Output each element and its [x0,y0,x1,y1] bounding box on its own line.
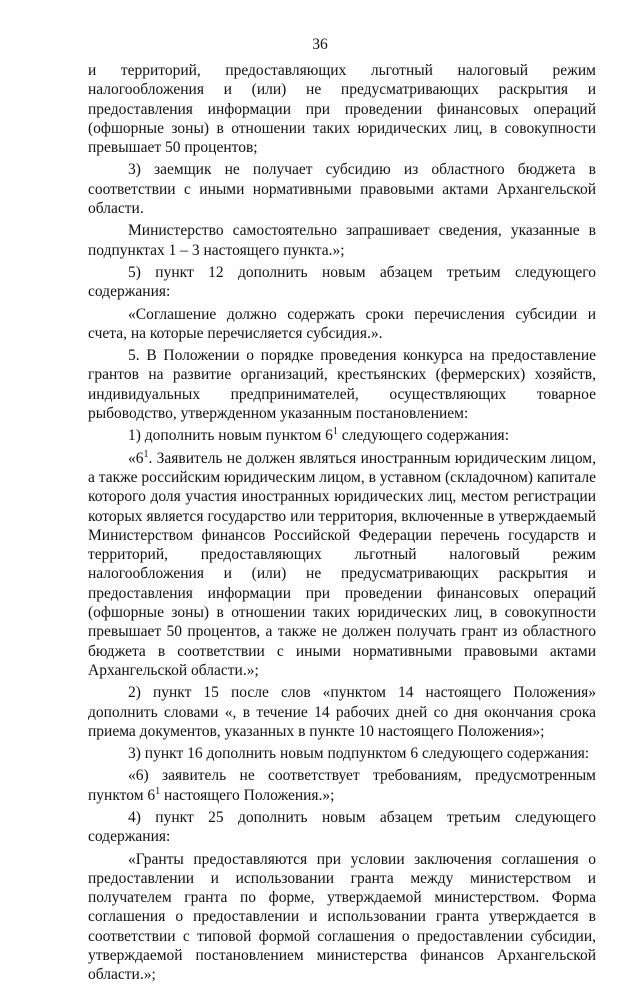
text-segment: следующего содержания: [337,427,509,445]
paragraph: 3) пункт 16 дополнить новым подпунктом 6 следующего содержания: [128,745,590,763]
text-segment: настоящего Положения.»; [160,786,335,804]
text-segment: «6) заявитель не соответствует требованиям, предусмотренным пунктом 6 [88,767,596,804]
page-number: 36 [312,36,328,53]
paragraph: 5) пункт 12 дополнить новым абзацем третьим следующего содержания: [88,263,596,301]
paragraph [88,449,596,681]
superscript: 1 [332,426,338,438]
paragraph: 3) заемщик не получает субсидию из областного бюджета в соответствии с иными нормативными правовыми актами Архангельской области. [88,161,596,218]
paragraph [88,426,596,445]
paragraph: 4) пункт 25 дополнить новым абзацем третьим следующего содержания: [88,808,596,846]
superscript: 1 [143,448,149,460]
paragraph: «Соглашение должно содержать сроки перечисления субсидии и счета, на которые перечисляется субсидия.». [88,305,596,342]
document-body [88,61,596,988]
paragraph: Министерство самостоятельно запрашивает сведения, указанные в подпунктах 1 – 3 настоящего пункта.»; [88,222,596,259]
paragraph [88,766,596,805]
text-segment: «6 [128,449,144,467]
paragraph: и территорий, предоставляющих льготный налоговый режим налогообложения и (или) не предусматривающих раскрытия и предоставления информации при проведении финансовых операций (офшорные зоны) в отношении таких юридических лиц, в совокупности превышает 50 процентов; [88,62,596,157]
text-segment: 1) дополнить новым пунктом 6 [128,427,333,445]
paragraph: 5. В Положении о порядке проведения конкурса на предоставление грантов на развитие организаций, крестьянских (фермерских) хозяйств, индивидуальных предпринимателей, осуществляющих товарное рыбоводство, утвержденном указанным постановлением: [88,347,596,423]
text-segment: . Заявитель не должен являться иностранным юридическим лицом, а также российским юридическим лицом, в уставном (складочном) капитале которого доля участия иностранных юридических лиц, местом регистрации которых является государство или территория, включенные в утверждаемый Министерством финансов Российской Федерации перечень государств и территорий, предоставляющих льготный налоговый режим налогообложения и (или) не предусматривающих раскрытия и предоставления информации при проведении финансовых операций (офшорные зоны) в отношении таких юридических лиц, в совокупности превышает 50 процентов, а также не должен получать грант из областного бюджета в соответствии с иными нормативными правовыми актами Архангельской области.»; [88,449,596,679]
paragraph: 2) пункт 15 после слов «пунктом 14 настоящего Положения» дополнить словами «, в течение 14 рабочих дней со дня окончания срока приема документов, указанных в пункте 10 настоящего Положения»; [88,684,596,740]
superscript: 1 [155,785,161,797]
paragraph: «Гранты предоставляются при условии заключения соглашения о предоставлении и использовании гранта между министерством и получателем гранта по форме, утверждаемой министерством. Форма соглашения о предоставлении и использовании гранта утверждается в соответствии с типовой формой соглашения о предоставлении субсидии, утверждаемой постановлением министерства финансов Архангельской области.»; [88,850,596,984]
